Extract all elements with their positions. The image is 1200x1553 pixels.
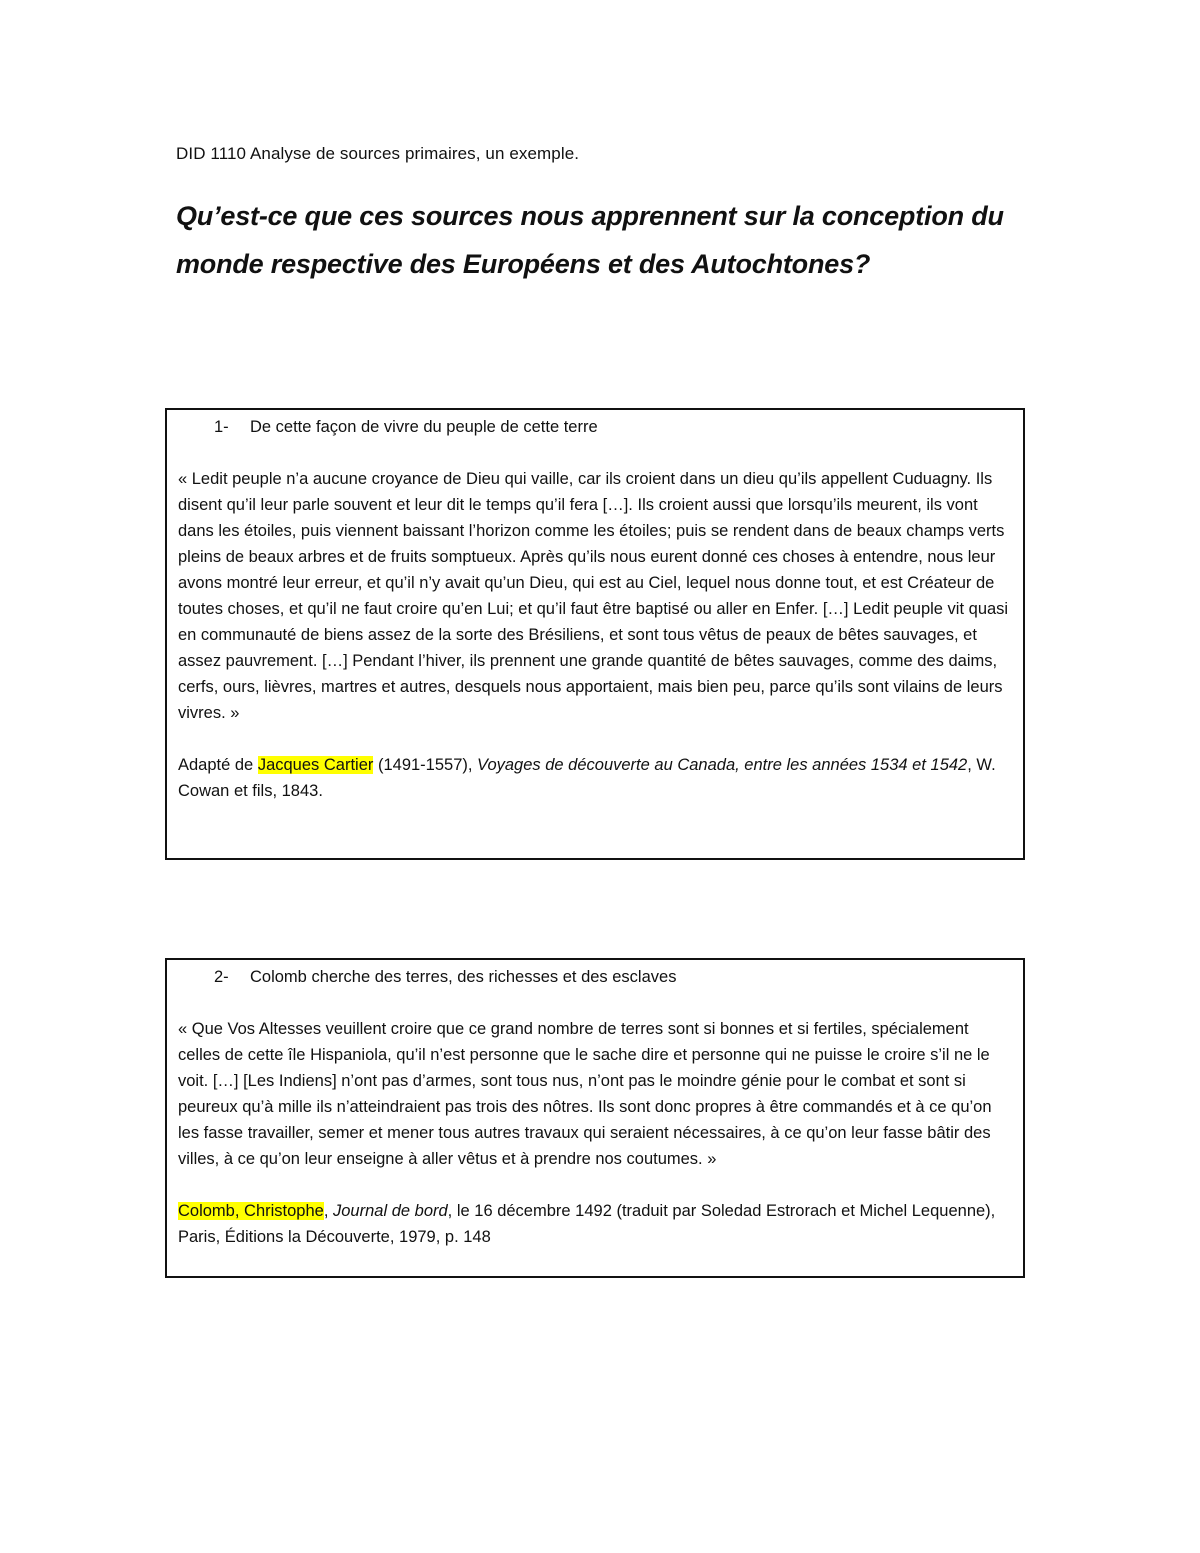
citation-after-author: , [323,1202,333,1220]
course-line: DID 1110 Analyse de sources primaires, un exemple. [176,144,580,163]
source-heading-text: De cette façon de vivre du peuple de cette terre [250,418,598,436]
source-box-colomb [165,958,1025,1278]
citation-prefix: Adapté de [178,756,258,774]
source-citation [178,752,1015,804]
source-number: 2- [214,968,229,986]
source-number: 1- [214,418,229,436]
source-heading [178,414,1015,440]
citation-work-title: Voyages de découverte au Canada, entre les années 1534 et 1542 [477,756,968,774]
source-quote: « Que Vos Altesses veuillent croire que ce grand nombre de terres sont si bonnes et si fertiles, spécialement celles de cette île Hispaniola, qu’il n’est personne que le sache dire et personne qui ne puisse le croire s’il ne le voit. […] [Les Indiens] n’ont pas d’armes, sont tous nus, n’ont pas le moindre génie pour le combat et sont si peureux qu’à mille ils n’atteindraient pas trois des nôtres. Ils sont donc propres à être commandés et à ce qu’on les fasse travailler, semer et mener tous autres travaux qui seraient nécessaires, à ce qu’on leur fasse bâtir des villes, à ce qu’on leur enseigne à aller vêtus et à prendre nos coutumes. » [178,1020,992,1168]
source-box-cartier [165,408,1025,860]
source-quote: « Ledit peuple n’a aucune croyance de Dieu qui vaille, car ils croient dans un dieu qu’ils appellent Cuduagny. Ils disent qu’il leur parle souvent et leur dit le temps qu’il fera […]. Ils croient aussi que lorsqu’ils meurent, ils vont dans les étoiles, puis viennent baissant l’horizon comme les étoiles; puis se rendent dans de beaux champs verts pleins de beaux arbres et de fruits somptueux. Après qu’ils nous eurent donné ces choses à entendre, nous leur avons montré leur erreur, et qu’il n’y avait qu’un Dieu, qui est au Ciel, lequel nous donne tout, et est Créateur de toutes choses, et qu’il ne faut croire qu’en Lui; et qu’il faut être baptisé ou aller en Enfer. […] Ledit peuple vit quasi en communauté de biens assez de la sorte des Brésiliens, et sont tous vêtus de peaux de bêtes sauvages, et assez pauvrement. […] Pendant l’hiver, ils prennent une grande quantité de bêtes sauvages, comme des daims, cerfs, ours, lièvres, martres et autres, desquels nous apportaient, mais bien peu, parce qu’ils sont vilains de leurs vivres. » [178,470,1009,722]
page-title: Qu’est-ce que ces sources nous apprennent sur la conception du monde respective des Européens et des Autochtones? [176,201,1004,279]
highlighted-author: Jacques Cartier [257,756,374,774]
source-heading [178,964,1015,990]
citation-suffix: , W. Cowan et fils, 1843. [178,756,996,800]
source-heading-text: Colomb cherche des terres, des richesses et des esclaves [250,968,677,986]
citation-after-author: (1491-1557), [373,756,478,774]
citation-work-title: Journal de bord [333,1202,448,1220]
source-citation [178,1198,1015,1250]
highlighted-author: Colomb, Christophe [178,1202,324,1220]
citation-suffix: , le 16 décembre 1492 (traduit par Soledad Estrorach et Michel Lequenne), Paris, Éditions la Découverte, 1979, p. 148 [178,1202,996,1246]
